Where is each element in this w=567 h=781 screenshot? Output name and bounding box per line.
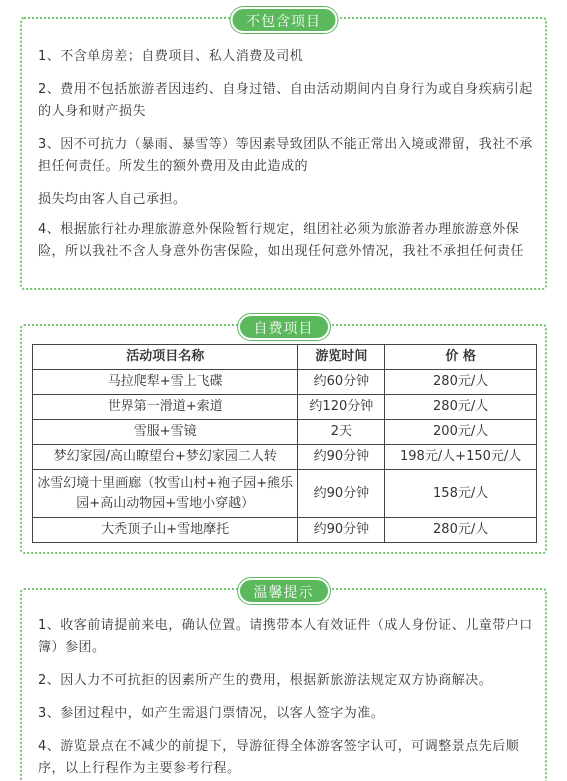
table-header-row bbox=[33, 345, 537, 370]
activity-name: 冰雪幻境十里画廊（牧雪山村+袍子园+熊乐园+高山动物园+雪地小穿越） bbox=[33, 470, 298, 518]
activity-name: 雪服+雪镜 bbox=[33, 420, 298, 445]
excluded-section bbox=[20, 14, 547, 290]
header-duration: 游览时间 bbox=[298, 345, 385, 370]
activity-name: 马拉爬犁+雪上飞碟 bbox=[33, 370, 298, 395]
activity-name: 大秃顶子山+雪地摩托 bbox=[33, 518, 298, 543]
activity-price: 280元/人 bbox=[385, 518, 537, 543]
activity-duration: 约60分钟 bbox=[298, 370, 385, 395]
activity-name: 世界第一滑道+索道 bbox=[33, 395, 298, 420]
activity-price: 198元/人+150元/人 bbox=[385, 445, 537, 470]
activity-duration: 约90分钟 bbox=[298, 445, 385, 470]
tip-item: 3、参团过程中，如产生需退门票情况，以客人签字为准。 bbox=[38, 706, 385, 721]
header-price: 价 格 bbox=[385, 345, 537, 370]
excluded-item: 1、不含单房差；自费项目、私人消费及司机 bbox=[38, 49, 304, 64]
activity-price: 280元/人 bbox=[385, 395, 537, 420]
excluded-item: 3、因不可抗力（暴雨、暴雪等）等因素导致团队不能正常出入境或滞留，我社不承担任何责任。所发生的额外费用及由此造成的 bbox=[38, 137, 533, 174]
excluded-item: 2、费用不包括旅游者因违约、自身过错、自由活动期间内自身行为或自身疾病引起的人身和财产损失 bbox=[38, 82, 533, 119]
excluded-item: 损失均由客人自己承担。 bbox=[38, 192, 187, 207]
table-row bbox=[33, 370, 537, 395]
tip-item: 1、收客前请提前来电，确认位置。请携带本人有效证件（成人身份证、儿童带户口簿）参团。 bbox=[38, 618, 533, 655]
excluded-title: 不包含项目 bbox=[230, 7, 337, 33]
table-row bbox=[33, 420, 537, 445]
header-activity: 活动项目名称 bbox=[33, 345, 298, 370]
optional-title: 自费项目 bbox=[238, 314, 330, 340]
activity-name: 梦幻家园/高山瞭望台+梦幻家园二人转 bbox=[33, 445, 298, 470]
optional-section bbox=[20, 321, 547, 554]
tips-section bbox=[20, 585, 547, 781]
tip-item: 4、游览景点在不减少的前提下，导游征得全体游客签字认可，可调整景点先后顺序，以上行程作为主要参考行程。 bbox=[38, 739, 520, 776]
activity-duration: 约90分钟 bbox=[298, 470, 385, 518]
excluded-item: 4、根据旅行社办理旅游意外保险暂行规定，组团社必须为旅游者办理旅游意外保险，所以我社不含人身意外伤害保险，如出现任何意外情况，我社不承担任何责任 bbox=[38, 222, 525, 259]
activity-price: 280元/人 bbox=[385, 370, 537, 395]
table-row bbox=[33, 445, 537, 470]
activity-price: 200元/人 bbox=[385, 420, 537, 445]
optional-table bbox=[32, 344, 537, 543]
activity-price: 158元/人 bbox=[385, 470, 537, 518]
table-row bbox=[33, 518, 537, 543]
activity-duration: 约90分钟 bbox=[298, 518, 385, 543]
tip-item: 2、因人力不可抗拒的因素所产生的费用，根据新旅游法规定双方协商解决。 bbox=[38, 673, 493, 688]
table-row bbox=[33, 470, 537, 518]
activity-duration: 约120分钟 bbox=[298, 395, 385, 420]
activity-duration: 2天 bbox=[298, 420, 385, 445]
table-row bbox=[33, 395, 537, 420]
tips-title: 温馨提示 bbox=[238, 578, 330, 604]
